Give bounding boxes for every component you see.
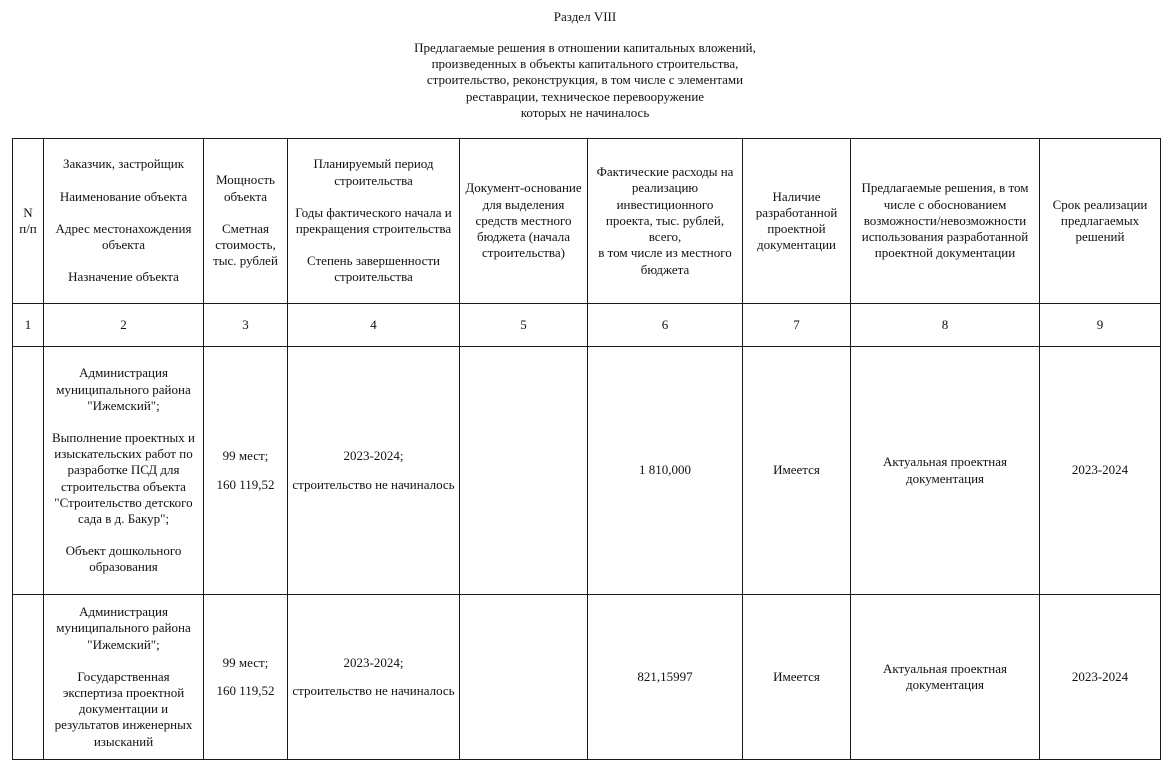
column-number: 3 bbox=[204, 304, 288, 347]
capacity-cost-cell bbox=[204, 595, 288, 760]
object-name: Государственная экспертиза проектной документации и результатов инженерных изысканий bbox=[54, 668, 193, 749]
header-deadline: Срок реализации предлагаемых решений bbox=[1040, 139, 1161, 304]
period-cell bbox=[288, 347, 460, 595]
header-customer: Заказчик, застройщик bbox=[62, 156, 185, 172]
customer: Администрация муниципального района "Ижемский"; bbox=[56, 604, 191, 652]
actual-expenses: 821,15997 bbox=[588, 595, 743, 760]
proposed-decision: Актуальная проектная документация bbox=[851, 595, 1040, 760]
header-capacity: Мощность объекта bbox=[216, 172, 275, 204]
header-address: Адрес местонахождения объекта bbox=[55, 220, 192, 253]
investment-table bbox=[12, 138, 1161, 760]
header-object-name: Наименование объекта bbox=[59, 188, 188, 204]
construction-status: строительство не начиналось bbox=[292, 476, 455, 492]
table-row bbox=[13, 595, 1161, 760]
docs-availability: Имеется bbox=[743, 595, 851, 760]
header-actual-years: Годы фактического начала и прекращения строительства bbox=[295, 204, 452, 236]
header-purpose: Назначение объекта bbox=[68, 269, 179, 285]
construction-period: 2023-2024; bbox=[343, 654, 404, 670]
docs-availability: Имеется bbox=[743, 347, 851, 595]
row-number bbox=[13, 595, 44, 760]
column-number: 8 bbox=[851, 304, 1040, 347]
column-number: 4 bbox=[288, 304, 460, 347]
header-number: N п/п bbox=[13, 139, 44, 304]
title-line-3: строительство, реконструкция, в том числе с элементами bbox=[426, 72, 744, 88]
document-title bbox=[0, 40, 1170, 121]
deadline: 2023-2024 bbox=[1040, 347, 1161, 595]
proposed-decision: Актуальная проектная документация bbox=[851, 347, 1040, 595]
header-completion: Степень завершенности строительства bbox=[307, 253, 440, 285]
title-line-2: произведенных в объекты капитального строительства, bbox=[431, 56, 739, 72]
section-heading: Раздел VIII bbox=[553, 9, 617, 24]
construction-status: строительство не начиналось bbox=[292, 683, 455, 698]
capacity-cost-cell bbox=[204, 347, 288, 595]
actual-expenses: 1 810,000 bbox=[588, 347, 743, 595]
column-number: 1 bbox=[13, 304, 44, 347]
basis-document bbox=[460, 595, 588, 760]
deadline: 2023-2024 bbox=[1040, 595, 1161, 760]
title-line-5: которых не начиналось bbox=[520, 104, 650, 120]
table-row bbox=[13, 347, 1161, 595]
object-purpose: Объект дошкольного образования bbox=[65, 543, 182, 575]
period-cell bbox=[288, 595, 460, 760]
column-number: 6 bbox=[588, 304, 743, 347]
header-expenses-total: Фактические расходы на реализацию инвестиционного проекта, тыс. рублей, всего, bbox=[596, 164, 734, 245]
column-number: 9 bbox=[1040, 304, 1161, 347]
header-proposed-decisions: Предлагаемые решения, в том числе с обоснованием возможности/невозможности использования разработанной проектной документации bbox=[851, 139, 1040, 304]
capacity: 99 мест; bbox=[222, 654, 269, 670]
estimated-cost: 160 119,52 bbox=[216, 683, 275, 698]
capacity: 99 мест; bbox=[222, 448, 269, 464]
title-line-4: реставрации, техническое перевооружение bbox=[465, 88, 705, 104]
header-row bbox=[13, 139, 1161, 304]
column-number: 7 bbox=[743, 304, 851, 347]
basis-document bbox=[460, 347, 588, 595]
header-docs-availability: Наличие разработанной проектной документации bbox=[743, 139, 851, 304]
header-customer-object bbox=[44, 139, 204, 304]
header-basis-document: Документ-основание для выделения средств местного бюджета (начала строительства) bbox=[460, 139, 588, 304]
customer-object-cell bbox=[44, 595, 204, 760]
header-planned-period: Планируемый период строительства bbox=[313, 156, 434, 188]
customer-object-cell bbox=[44, 347, 204, 595]
construction-period: 2023-2024; bbox=[343, 448, 404, 464]
estimated-cost: 160 119,52 bbox=[216, 476, 275, 492]
customer: Администрация муниципального района "Ижемский"; bbox=[56, 365, 191, 413]
header-period bbox=[288, 139, 460, 304]
header-expenses bbox=[588, 139, 743, 304]
object-name: Выполнение проектных и изыскательских работ по разработке ПСД для строительства объекта "Строительство детского сада в д. Бакур"; bbox=[52, 429, 195, 526]
header-capacity-cost bbox=[204, 139, 288, 304]
header-expenses-local: в том числе из местного бюджета bbox=[598, 245, 732, 277]
title-line-1: Предлагаемые решения в отношении капитальных вложений, bbox=[414, 40, 756, 55]
header-cost: Сметная стоимость, тыс. рублей bbox=[213, 220, 278, 269]
column-number-row bbox=[13, 304, 1161, 347]
row-number bbox=[13, 347, 44, 595]
column-number: 5 bbox=[460, 304, 588, 347]
column-number: 2 bbox=[44, 304, 204, 347]
